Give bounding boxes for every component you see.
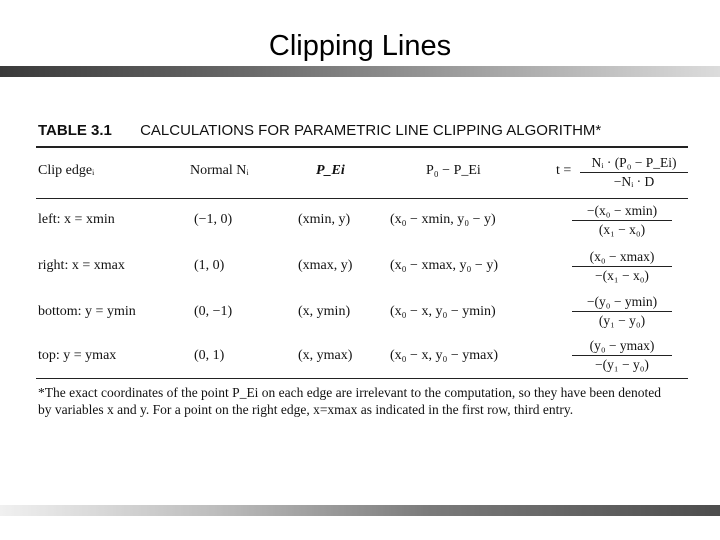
table-bottom-rule — [36, 378, 688, 379]
bottom-divider-bar — [0, 505, 720, 516]
slide-title: Clipping Lines — [268, 30, 452, 62]
table-top-rule — [36, 146, 688, 148]
fraction-bar — [580, 172, 688, 173]
row-bottom-pe: (x, ymin) — [298, 304, 351, 319]
row-bottom-t-num: −(y₀ − ymin) — [586, 294, 658, 309]
top-divider-bar — [0, 66, 720, 77]
fraction-bar — [572, 311, 672, 312]
row-top-t-den: −(y₁ − y₀) — [595, 357, 649, 372]
header-pe: P_Ei — [316, 163, 345, 178]
header-rule — [36, 198, 688, 199]
row-top-t — [572, 338, 672, 373]
row-bottom-normal: (0, −1) — [194, 304, 233, 319]
row-left-t — [572, 203, 672, 238]
row-top-edge: top: y = ymax — [38, 348, 117, 363]
table-label: TABLE 3.1 — [38, 122, 112, 139]
fraction-bar — [572, 355, 672, 356]
row-bottom-diff: (x₀ − x, y₀ − ymin) — [390, 304, 496, 319]
row-left-t-num: −(x₀ − xmin) — [586, 203, 658, 218]
fraction-bar — [572, 220, 672, 221]
header-diff: P₀ − P_Ei — [426, 163, 481, 178]
row-left-pe: (xmin, y) — [298, 212, 351, 227]
row-top-pe: (x, ymax) — [298, 348, 353, 363]
row-bottom-edge: bottom: y = ymin — [38, 304, 136, 319]
row-right-t-den: −(x₁ − x₀) — [595, 268, 649, 283]
row-right-t-num: (x₀ − xmax) — [589, 249, 655, 264]
row-top-normal: (0, 1) — [194, 348, 225, 363]
row-left-t-den: (x₁ − x₀) — [598, 222, 646, 237]
footnote-line-1: *The exact coordinates of the point P_Ei on each edge are irrelevant to the computation, so they have been denoted — [38, 385, 662, 400]
footnote-line-2: by variables x and y. For a point on the right edge, x=xmax as indicated in the first row, third entry. — [38, 402, 574, 417]
header-normal: Normal Nᵢ — [190, 163, 249, 178]
row-bottom-t — [572, 294, 672, 329]
row-right-edge: right: x = xmax — [38, 258, 125, 273]
table-caption — [38, 122, 601, 139]
row-left-normal: (−1, 0) — [194, 212, 233, 227]
fraction-bar — [572, 266, 672, 267]
header-t-fraction — [580, 155, 688, 190]
row-right-normal: (1, 0) — [194, 258, 225, 273]
header-t-prefix: t = — [556, 163, 572, 178]
row-left-edge: left: x = xmin — [38, 212, 115, 227]
row-top-t-num: (y₀ − ymax) — [589, 338, 655, 353]
row-right-pe: (xmax, y) — [298, 258, 353, 273]
row-left-diff: (x₀ − xmin, y₀ − y) — [390, 212, 496, 227]
row-right-diff: (x₀ − xmax, y₀ − y) — [390, 258, 498, 273]
row-top-diff: (x₀ − x, y₀ − ymax) — [390, 348, 498, 363]
header-t-numerator: Nᵢ · (P₀ − P_Ei) — [591, 155, 677, 170]
header-t-denominator: −Nᵢ · D — [613, 174, 655, 189]
row-right-t — [572, 249, 672, 284]
row-bottom-t-den: (y₁ − y₀) — [598, 313, 646, 328]
header-clip-edge: Clip edgeᵢ — [38, 163, 95, 178]
table-caption-text: CALCULATIONS FOR PARAMETRIC LINE CLIPPING ALGORITHM* — [140, 122, 602, 139]
